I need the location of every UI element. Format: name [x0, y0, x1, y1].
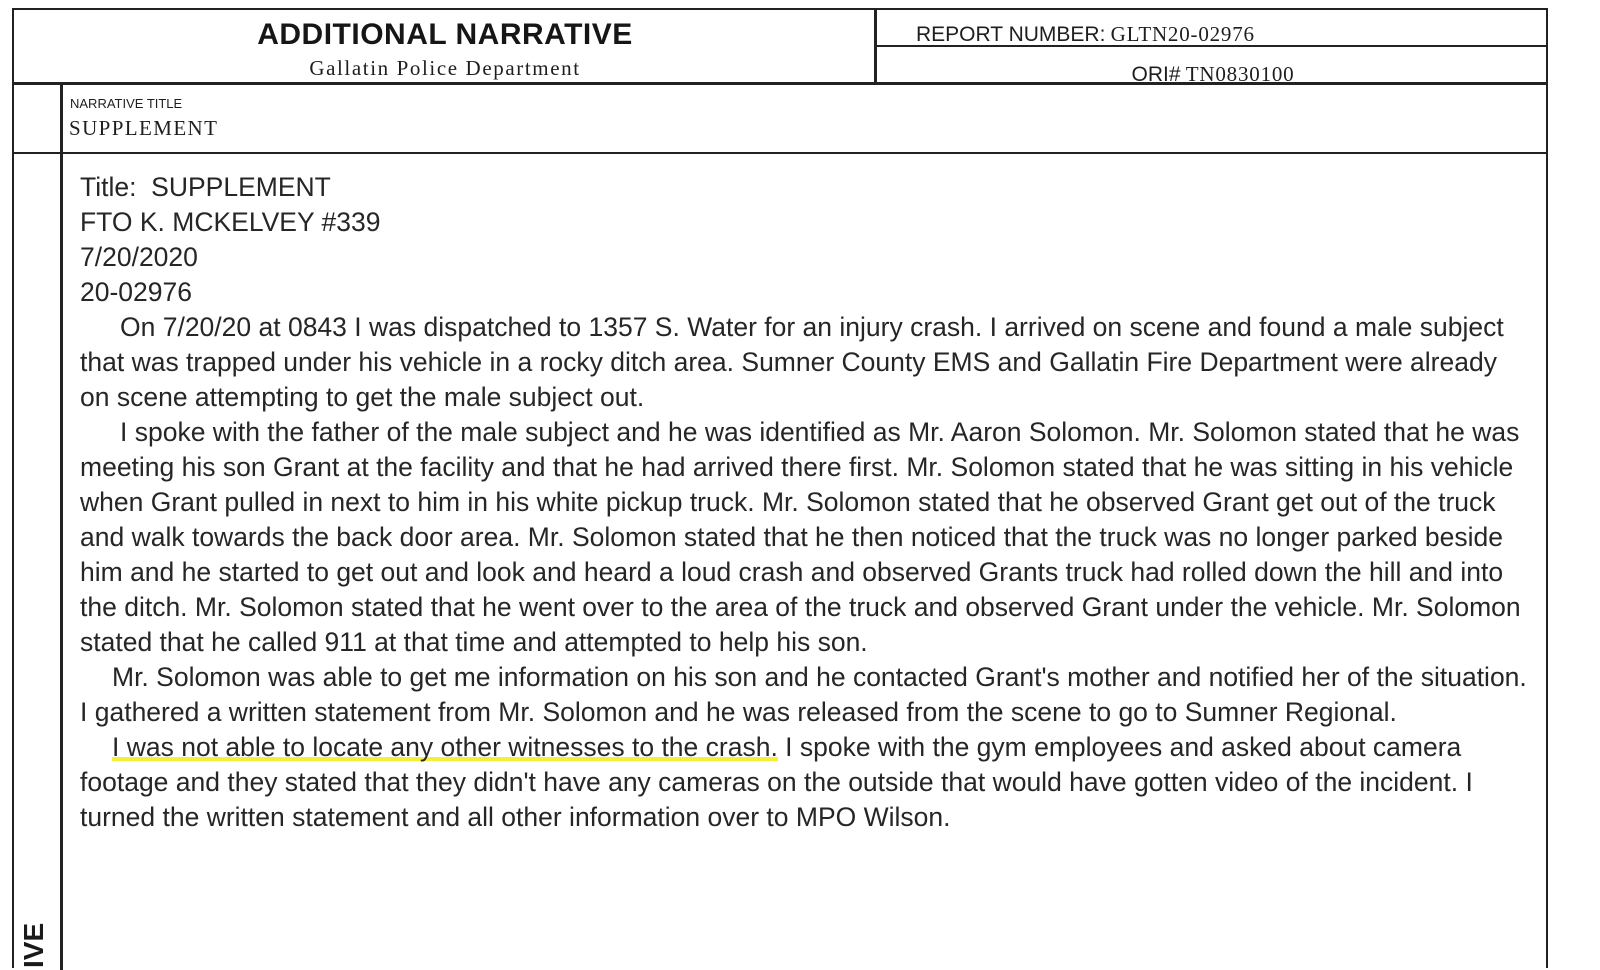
side-section-label — [18, 888, 58, 968]
narrative-form — [12, 8, 1548, 968]
paragraph-release: Mr. Solomon was able to get me information on his son and he contacted Grant's mother and notified her of the situation. I gathered a written statement from Mr. Solomon and he was released from the scene to go to Sumner Regional. — [80, 662, 1527, 727]
ori-label: ORI# — [1131, 63, 1181, 86]
report-number-row — [876, 22, 1550, 47]
paragraph-dispatch: On 7/20/20 at 0843 I was dispatched to 1357 S. Water for an injury crash. I arrived on scene and found a male subject that was trapped under his vehicle in a rocky ditch area. Sumner County EMS and Gallatin Fire Department were already on scene attempting to get the male subject out. — [80, 312, 1504, 412]
officer-line: FTO K. MCKELVEY #339 — [80, 207, 381, 237]
narrative-body — [80, 170, 1532, 835]
paragraph-witness-statement: I spoke with the father of the male subject and he was identified as Mr. Aaron Solomon. Mr. Solomon stated that he was meeting his son Grant at the facility and that he had arrived there first. Mr. Solomon stated that he was sitting in his vehicle when Grant pulled in next to him in his white pickup truck. Mr. Solomon stated that he observed Grant get out of the truck and walk towards the back door area. Mr. Solomon stated that he then noticed that the truck was no longer parked beside him and he started to get out and look and heard a loud crash and observed Grants truck had rolled down the hill and into the ditch. Mr. Solomon stated that he went over to the area of the truck and observed Grant under the vehicle. Mr. Solomon stated that he called 911 at that time and attempted to help his son. — [80, 417, 1521, 657]
narrative-title-divider — [14, 152, 1548, 154]
report-number-label: REPORT NUMBER: — [916, 23, 1106, 46]
form-title: ADDITIONAL NARRATIVE — [257, 18, 633, 51]
paragraph-no-witnesses — [80, 730, 1532, 835]
narrative-title-label: NARRATIVE TITLE — [70, 96, 183, 111]
ori-value: TN0830100 — [1185, 62, 1295, 86]
ori-row — [876, 62, 1550, 87]
highlighted-sentence: I was not able to locate any other witnesses to the crash. — [112, 732, 778, 762]
body-title-line: Title: SUPPLEMENT — [80, 172, 331, 202]
date-line: 7/20/2020 — [80, 242, 198, 272]
left-column-border — [60, 85, 63, 970]
department-name: Gallatin Police Department — [309, 56, 581, 80]
report-number-value: GLTN20-02976 — [1110, 22, 1255, 46]
case-number-line: 20-02976 — [80, 277, 192, 307]
narrative-title-value: SUPPLEMENT — [69, 116, 219, 140]
top-border — [12, 8, 1548, 10]
side-section-text: IVE — [18, 922, 49, 968]
paragraph-no-witnesses-rest: I spoke with the gym employees and asked about camera footage and they stated that they didn't have any cameras on the outside that would have gotten video of the incident. I turned the written statement and all other information over to MPO Wilson. — [80, 732, 1473, 832]
